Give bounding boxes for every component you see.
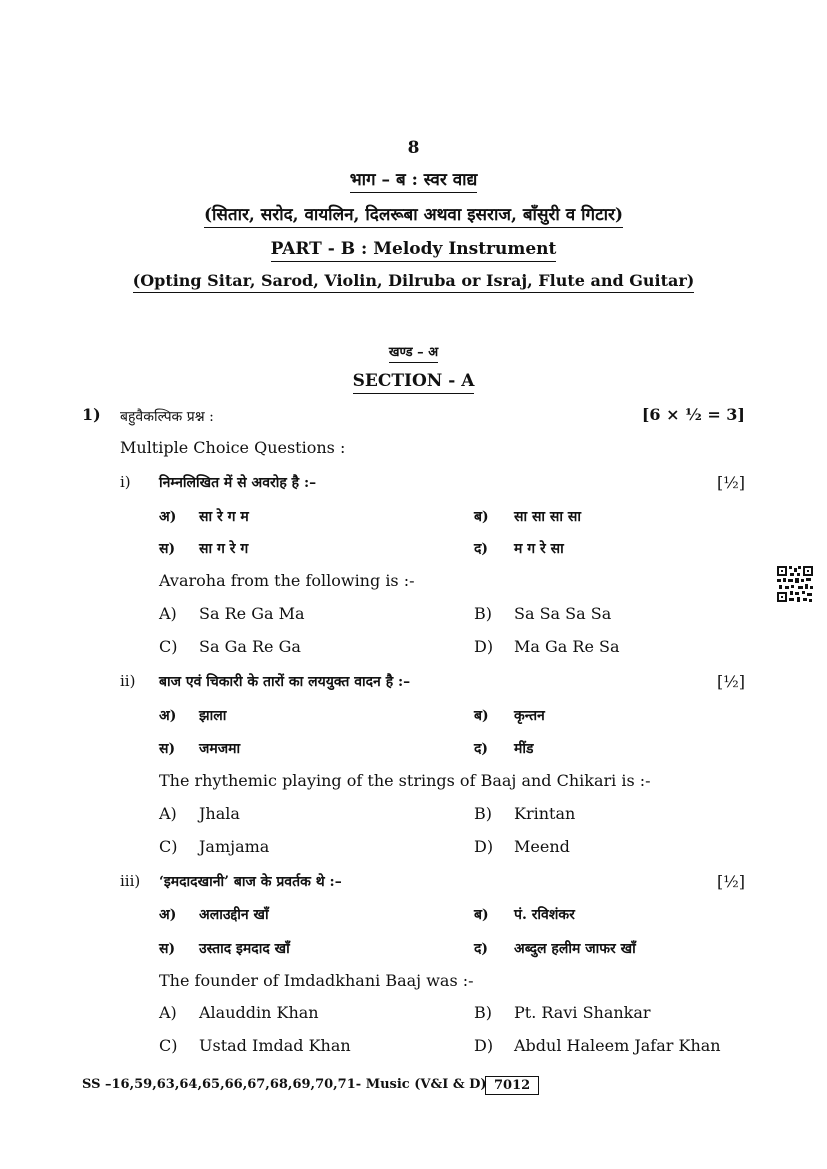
option-label: C) xyxy=(159,637,178,656)
option-text: झाला xyxy=(199,708,227,724)
option-label: स) xyxy=(159,541,176,557)
item-question-hindi: ‘इमदादखानी’ बाज के प्रवर्तक थे :– xyxy=(159,874,342,890)
option-label: C) xyxy=(159,1036,178,1055)
option-text: अलाउद्दीन खाँ xyxy=(199,907,269,923)
item-question-english: The rhythemic playing of the strings of Baaj and Chikari is :- xyxy=(159,771,651,790)
option-text: जमजमा xyxy=(199,741,241,757)
option-label: ब) xyxy=(474,708,489,724)
option-label: ब) xyxy=(474,907,489,923)
option-label: स) xyxy=(159,741,176,757)
item-question-hindi: निम्नलिखित में से अवरोह है :– xyxy=(159,475,317,491)
option-label: द) xyxy=(474,741,489,757)
option-text: पं. रविशंकर xyxy=(514,907,575,923)
option-label: अ) xyxy=(159,708,177,724)
question-heading-english: Multiple Choice Questions : xyxy=(120,438,346,457)
item-marks: [½] xyxy=(717,672,745,691)
option-text: Sa Re Ga Ma xyxy=(199,604,305,623)
item-question-english: Avaroha from the following is :- xyxy=(159,571,415,590)
english-part-title: PART - B : Melody Instrument xyxy=(0,239,827,259)
question-number: 1) xyxy=(82,405,101,424)
option-text: Jamjama xyxy=(199,837,270,856)
option-label: D) xyxy=(474,1036,494,1055)
option-label: C) xyxy=(159,837,178,856)
section-title-english: SECTION - A xyxy=(0,371,827,391)
option-text: सा रे ग म xyxy=(199,509,249,525)
option-label: D) xyxy=(474,637,494,656)
english-part-subtitle: (Opting Sitar, Sarod, Violin, Dilruba or Israj, Flute and Guitar) xyxy=(0,271,827,290)
item-marks: [½] xyxy=(717,872,745,891)
item-marks: [½] xyxy=(717,473,745,492)
option-label: B) xyxy=(474,804,492,823)
option-label: B) xyxy=(474,604,492,623)
option-text: सा ग रे ग xyxy=(199,541,249,557)
option-text: म ग रे सा xyxy=(514,541,564,557)
hindi-part-title: भाग – ब : स्वर वाद्य xyxy=(0,167,827,190)
option-label: A) xyxy=(159,804,177,823)
option-text: सा सा सा सा xyxy=(514,509,581,525)
item-question-english: The founder of Imdadkhani Baaj was :- xyxy=(159,971,474,990)
page-number: 8 xyxy=(407,138,420,158)
section-title-hindi: खण्ड – अ xyxy=(0,342,827,360)
hindi-part-subtitle: (सितार, सरोद, वायलिन, दिलरूबा अथवा इसराज, बाँसुरी व गिटार) xyxy=(0,202,827,225)
option-text: Ma Ga Re Sa xyxy=(514,637,620,656)
option-label: अ) xyxy=(159,907,177,923)
option-label: A) xyxy=(159,1003,177,1022)
option-label: B) xyxy=(474,1003,492,1022)
option-label: अ) xyxy=(159,509,177,525)
item-roman-numeral: i) xyxy=(120,473,131,491)
option-text: उस्ताद इमदाद खाँ xyxy=(199,941,290,957)
item-question-hindi: बाज एवं चिकारी के तारों का लययुक्त वादन है :– xyxy=(159,674,411,690)
paper-code-box: 7012 xyxy=(485,1076,539,1095)
option-text: Ustad Imdad Khan xyxy=(199,1036,351,1055)
option-text: Krintan xyxy=(514,804,576,823)
footer-series-code: SS –16,59,63,64,65,66,67,68,69,70,71- Music (V&I & D) xyxy=(82,1077,487,1092)
option-label: D) xyxy=(474,837,494,856)
option-text: Sa Ga Re Ga xyxy=(199,637,301,656)
option-text: Jhala xyxy=(199,804,240,823)
question-heading-hindi: बहुवैकल्पिक प्रश्न : xyxy=(120,409,214,425)
option-label: द) xyxy=(474,941,489,957)
option-label: A) xyxy=(159,604,177,623)
question-total-marks: [6 × ½ = 3] xyxy=(641,405,745,424)
option-text: Abdul Haleem Jafar Khan xyxy=(514,1036,721,1055)
option-text: Pt. Ravi Shankar xyxy=(514,1003,651,1022)
option-label: ब) xyxy=(474,509,489,525)
option-text: मींड xyxy=(514,741,534,757)
item-roman-numeral: iii) xyxy=(120,872,141,890)
option-text: कृन्तन xyxy=(514,708,545,724)
option-text: अब्दुल हलीम जाफर खाँ xyxy=(514,941,636,957)
option-text: Sa Sa Sa Sa xyxy=(514,604,612,623)
item-roman-numeral: ii) xyxy=(120,672,136,690)
option-text: Alauddin Khan xyxy=(199,1003,319,1022)
option-label: स) xyxy=(159,941,176,957)
option-label: द) xyxy=(474,541,489,557)
option-text: Meend xyxy=(514,837,570,856)
qr-code-icon xyxy=(776,565,814,603)
